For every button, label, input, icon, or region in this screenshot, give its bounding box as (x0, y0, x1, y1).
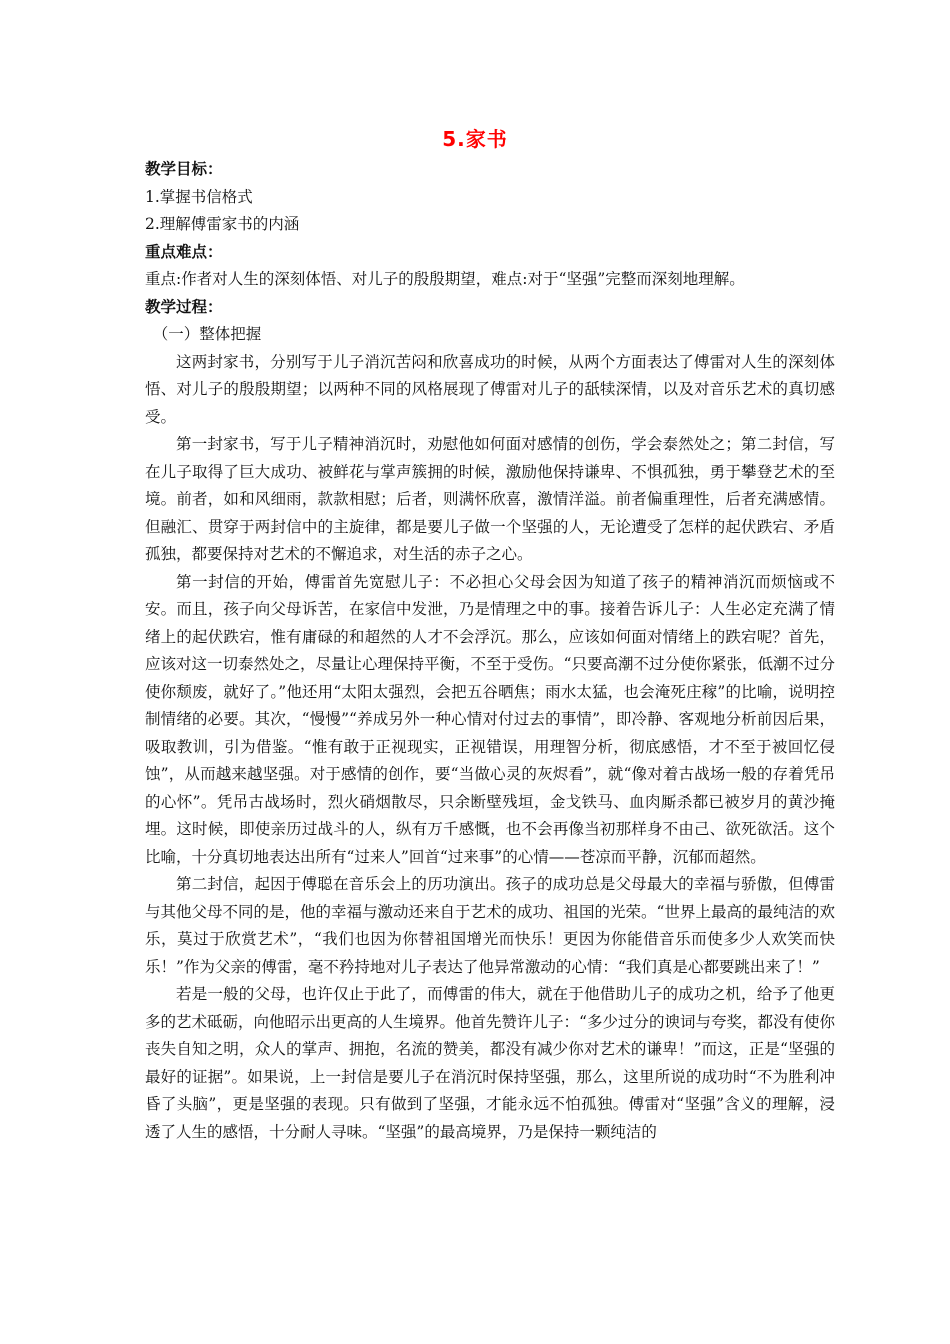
process-heading: 教学过程： (145, 297, 223, 316)
difficulty-text: 重点:作者对人生的深刻体悟、对儿子的殷殷期望，难点:对于“坚强”完整而深刻地理解。 (145, 270, 745, 288)
section-heading: （一）整体把握 (152, 325, 262, 343)
body-paragraph: 第二封信，起因于傅聪在音乐会上的历功演出。孩子的成功总是父母最大的幸福与骄傲，但傅雷与其他父母不同的是，他的幸福与激动还来自于艺术的成功、祖国的光荣。“世界上最高的最纯洁的欢乐，莫过于欣赏艺术”，“我们也因为你替祖国增光而快乐！更因为你能借音乐而使多少人欢笑而快乐！”作为父亲的傅雷，毫不矜持地对儿子表达了他异常激动的心情：“我们真是心都要跳出来了！” (145, 875, 835, 976)
objective-item: 2.理解傅雷家书的内涵 (145, 215, 300, 233)
body-paragraph: 这两封家书，分别写于儿子消沉苦闷和欣喜成功的时候，从两个方面表达了傅雷对人生的深刻体悟、对儿子的殷殷期望；以两种不同的风格展现了傅雷对儿子的舐犊深情，以及对音乐艺术的真切感受。 (145, 352, 835, 426)
difficulty-heading: 重点难点： (145, 242, 223, 261)
body-paragraph: 若是一般的父母，也许仅止于此了，而傅雷的伟大，就在于他借助儿子的成功之机，给予了他更多的艺术砥砺，向他昭示出更高的人生境界。他首先赞许儿子：“多少过分的谀词与夸奖，都没有使你丧失自知之明，众人的掌声、拥抱，名流的赞美，都没有减少你对艺术的谦卑！”而这，正是“坚强的最好的证据”。如果说，上一封信是要儿子在消沉时保持坚强，那么，这里所说的成功时“不为胜利冲昏了头脑”，更是坚强的表现。只有做到了坚强，才能永远不怕孤独。傅雷对“坚强”含义的理解，浸透了人生的感悟，十分耐人寻味。“坚强”的最高境界，乃是保持一颗纯洁的 (145, 985, 835, 1141)
document-title: 5.家书 (442, 127, 508, 151)
body-paragraph: 第一封信的开始，傅雷首先宽慰儿子：不必担心父母会因为知道了孩子的精神消沉而烦恼或不安。而且，孩子向父母诉苦，在家信中发泄，乃是情理之中的事。接着告诉儿子：人生必定充满了情绪上的起伏跌宕，惟有庸碌的和超然的人才不会浮沉。那么，应该如何面对情绪上的跌宕呢？首先，应该对这一切泰然处之，尽量让心理保持平衡，不至于受伤。“只要高潮不过分使你紧张，低潮不过分使你颓废，就好了。”他还用“太阳太强烈，会把五谷晒焦；雨水太猛，也会淹死庄稼”的比喻，说明控制情绪的必要。其次，“慢慢”“养成另外一种心情对付过去的事情”，即冷静、客观地分析前因后果，吸取教训，引为借鉴。“惟有敢于正视现实，正视错误，用理智分析，彻底感悟，才不至于被回忆侵蚀”，从而越来越坚强。对于感情的创作，要“当做心灵的灰烬看”，就“像对着古战场一般的存着凭吊的心怀”。凭吊古战场时，烈火硝烟散尽，只余断壁残垣，金戈铁马、血肉厮杀都已被岁月的黄沙掩埋。这时候，即使亲历过战斗的人，纵有万千感慨，也不会再像当初那样身不由己、欲死欲活。这个比喻，十分真切地表达出所有“过来人”回首“过来事”的心情——苍凉而平静，沉郁而超然。 (145, 572, 835, 866)
objective-item: 1.掌握书信格式 (145, 187, 253, 206)
document-body (145, 156, 835, 1146)
objectives-heading: 教学目标： (145, 160, 223, 178)
body-paragraph: 第一封家书，写于儿子精神消沉时，劝慰他如何面对感情的创伤，学会泰然处之；第二封信，写在儿子取得了巨大成功、被鲜花与掌声簇拥的时候，激励他保持谦卑、不惧孤独，勇于攀登艺术的至境。前者，如和风细雨，款款相慰；后者，则满怀欣喜，激情洋溢。前者偏重理性，后者充满感情。但融汇、贯穿于两封信中的主旋律，都是要儿子做一个坚强的人，无论遭受了怎样的起伏跌宕、矛盾孤独，都要保持对艺术的不懈追求，对生活的赤子之心。 (145, 435, 835, 563)
